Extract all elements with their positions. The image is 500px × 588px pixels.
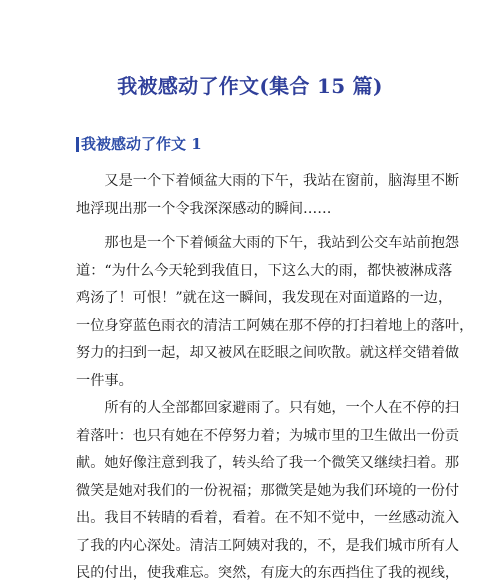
paragraph-3 [76,395,460,588]
paragraph-line: 一位身穿蓝色雨衣的清洁工阿姨在那不停的打扫着地上的落叶， [76,317,474,334]
section-heading-text: 我被感动了作文 1 [81,135,202,153]
paragraph-line: 微笑是她对我们的一份祝福；那微笑是她为我们环境的一份付 [76,482,460,499]
document-title: 我被感动了作文(集合 15 篇) [117,74,383,98]
paragraph-line: 鸡汤了！可恨！”就在这一瞬间，我发现在对面道路的一边， [76,290,453,306]
paragraph-line: 一件事。 [76,372,133,389]
paragraph-line: 所有的人全部都回家避雨了。只有她，一个人在不停的扫 [76,400,460,416]
paragraph-line: 地浮现出那一个令我深深感动的瞬间…… [76,200,332,217]
paragraph-line: 献。她好像注意到我了，转头给了我一个微笑又继续扫着。那 [76,455,460,471]
paragraph-line: 着落叶：也只有她在不停努力着；为城市里的卫生做出一份贡 [76,427,460,444]
heading-marker-bar [76,137,79,152]
paragraph-1 [76,168,460,223]
paragraph-line: 努力的扫到一起，却又被风在眨眼之间吹散。就这样交错着做 [76,345,460,361]
paragraph-2 [76,230,474,395]
paragraph-line: 又是一个下着倾盆大雨的下午，我站在窗前，脑海里不断 [76,173,460,189]
paragraph-line: 出。我目不转睛的看着，看着。在不知不觉中，一丝感动流入 [76,510,460,526]
paragraph-line: 了我的内心深处。清洁工阿姨对我的，不，是我们城市所有人 [76,537,460,554]
section-heading [76,134,202,154]
paragraph-line: 那也是一个下着倾盆大雨的下午，我站到公交车站前抱怨 [76,235,460,251]
paragraph-line: 道：“为什么今天轮到我值日，下这么大的雨，都快被淋成落 [76,262,453,279]
paragraph-line: 民的付出，使我难忘。突然，有庞大的东西挡住了我的视线， [76,565,460,581]
